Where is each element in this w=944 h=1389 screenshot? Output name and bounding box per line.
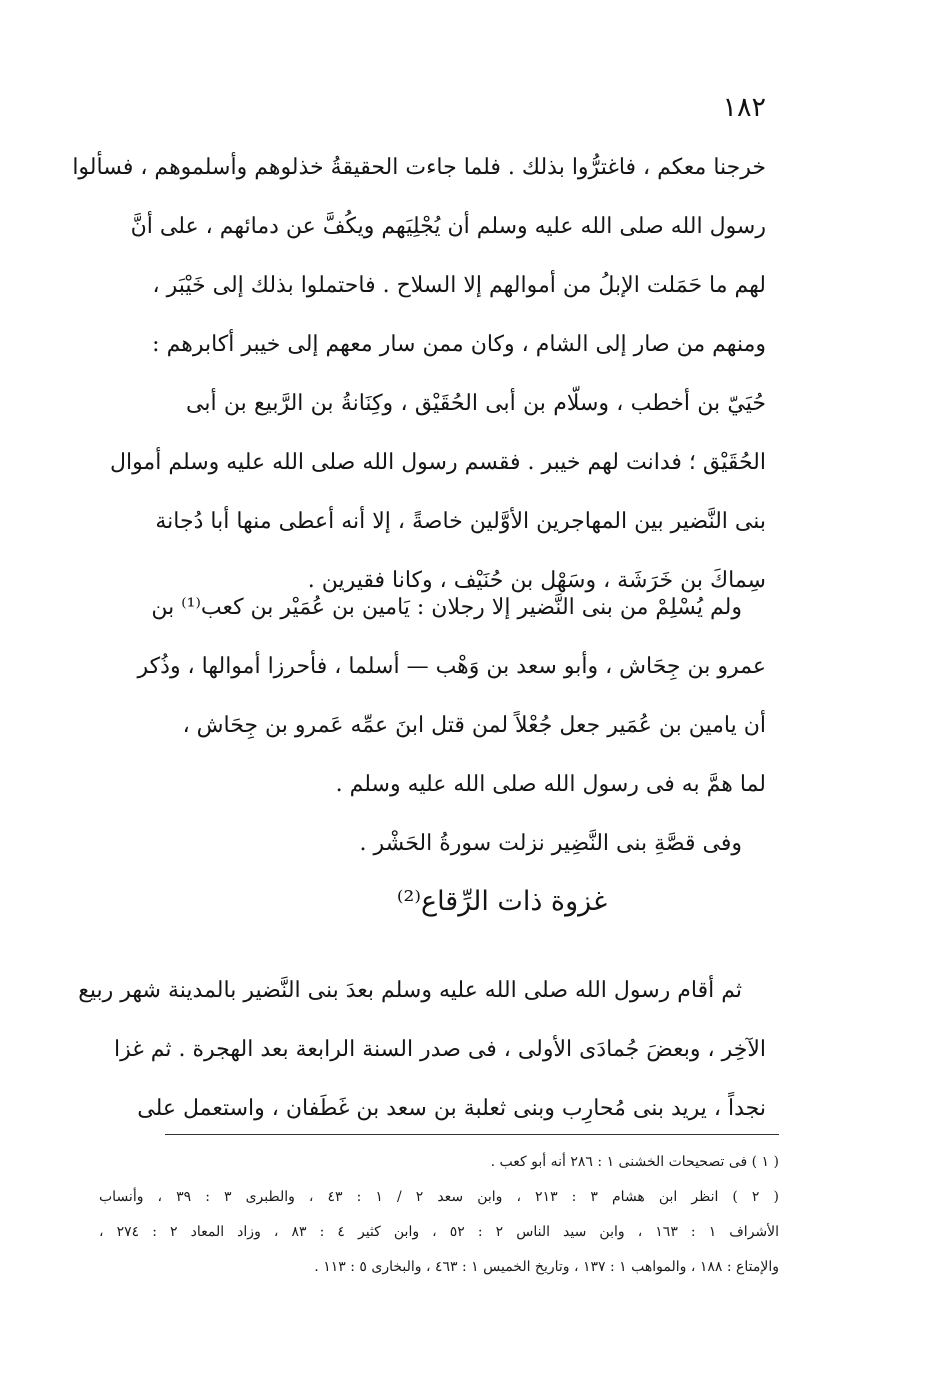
section-heading: غزوة ذات الرِّقاع⁽²⁾ (396, 886, 608, 917)
text-line: ولم يُسْلِمْ من بنى النَّضير إلا رجلان : يَامين بن عُمَيْر بن كعب⁽¹⁾ بن (151, 595, 742, 620)
text-line: ثم أقام رسول الله صلى الله عليه وسلم بعدَ بنى النَّضير بالمدينة شهر ربيع (78, 978, 742, 1003)
footnote-line: والإمتاع : ١٨٨ ، والمواهب ١ : ١٣٧ ، وتاريخ الخميس ١ : ٤٦٣ ، والبخارى ٥ : ١١٣ . (314, 1259, 779, 1275)
text-line: حُيَيّ بن أخطب ، وسلّام بن أبى الحُقَيْق ، وكِنَانةُ بن الرَّبيع بن أبى (186, 391, 766, 416)
text-line: ومنهم من صار إلى الشام ، وكان ممن سار معهم إلى خيبر أكابرهم : (152, 332, 766, 357)
paragraph-2 (137, 578, 766, 873)
text-line: لما همَّ به فى رسول الله صلى الله عليه وسلم . (335, 772, 766, 797)
text-line: بنى النَّضير بين المهاجرين الأوَّلين خاصةً ، إلا أنه أعطى منها أبا دُجانة (155, 509, 766, 534)
footnote-line: الأشراف ١ : ١٦٣ ، وابن سيد الناس ٢ : ٥٢ ، وابن كثير ٤ : ٨٣ ، وزاد المعاد ٢ : ٢٧٤ ، (99, 1224, 780, 1240)
text-line: وفى قصَّةِ بنى النَّضِير نزلت سورةُ الحَشْر . (359, 831, 742, 856)
text-line: الحُقَيْق ؛ فدانت لهم خيبر . فقسم رسول الله صلى الله عليه وسلم أموال (109, 450, 766, 475)
text-line: خرجنا معكم ، فاغترُّوا بذلك . فلما جاءت الحقيقةُ خذلوهم وأسلموهم ، فسألوا (72, 155, 766, 180)
footnote-line: ( ٢ ) انظر ابن هشام ٣ : ٢١٣ ، وابن سعد ٢ / ١ : ٤٣ ، والطبرى ٣ : ٣٩ ، وأنساب (99, 1189, 779, 1205)
footnotes (99, 1145, 779, 1285)
text-line: لهم ما حَمَلت الإبلُ من أموالهم إلا السلاح . فاحتملوا بذلك إلى خَيْبَر ، (152, 273, 766, 298)
page-number: ١٨٢ (722, 92, 766, 123)
text-line: أن يامين بن عُمَير جعل جُعْلاً لمن قتل ابنَ عمِّه عَمرو بن جِحَاش ، (182, 713, 766, 738)
text-line: سِماكَ بن خَرَشَة ، وسَهْل بن حُنَيْف ، وكانا فقيرين . (307, 568, 766, 593)
paragraph-1 (72, 138, 766, 610)
text-line: الآخِر ، وبعضَ جُمادَى الأولى ، فى صدر السنة الرابعة بعد الهجرة . ثم غزا (114, 1037, 766, 1062)
footnote-divider (165, 1134, 779, 1135)
footnote-line: ( ١ ) فى تصحيحات الخشنى ١ : ٢٨٦ أنه أبو كعب . (490, 1154, 779, 1170)
text-line: رسول الله صلى الله عليه وسلم أن يُجْلِيَهم ويكُفَّ عن دمائهم ، على أنَّ (130, 214, 766, 239)
paragraph-3 (78, 961, 766, 1138)
text-line: نجداً ، يريد بنى مُحارِب وبنى ثعلبة بن سعد بن غَطَفان ، واستعمل على (137, 1096, 766, 1121)
text-line: عمرو بن جِحَاش ، وأبو سعد بن وَهْب — أسلما ، فأحرزا أموالها ، وذُكر (137, 654, 766, 679)
